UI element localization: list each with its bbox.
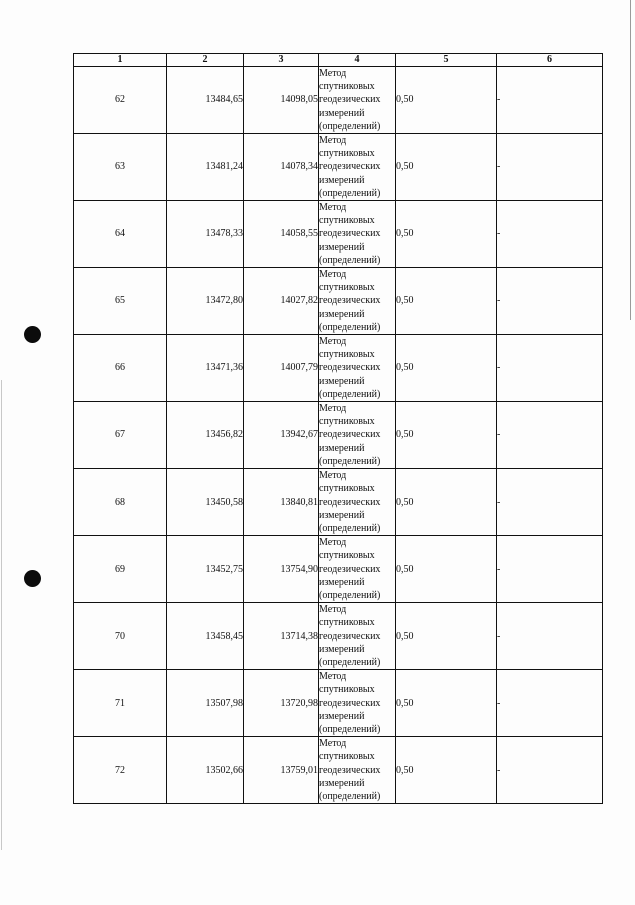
header-col-4: 4: [319, 54, 396, 67]
coordinates-table: [73, 53, 603, 804]
note-cell: -: [497, 268, 603, 335]
point-number-cell: 63: [74, 134, 167, 201]
y-coordinate-cell: 14027,82: [244, 268, 319, 335]
header-col-3: 3: [244, 54, 319, 67]
y-coordinate-cell: 13754,90: [244, 536, 319, 603]
point-number-cell: 70: [74, 603, 167, 670]
method-cell: Метод спутниковых геодезических измерений (определений): [319, 67, 396, 134]
method-cell: Метод спутниковых геодезических измерений (определений): [319, 134, 396, 201]
method-cell: Метод спутниковых геодезических измерений (определений): [319, 402, 396, 469]
point-number-cell: 66: [74, 335, 167, 402]
accuracy-cell: 0,50: [396, 134, 497, 201]
table-row: [74, 670, 603, 737]
table-row: [74, 335, 603, 402]
header-col-6: 6: [497, 54, 603, 67]
table-row: [74, 603, 603, 670]
accuracy-cell: 0,50: [396, 603, 497, 670]
x-coordinate-cell: 13471,36: [167, 335, 244, 402]
table-row: [74, 67, 603, 134]
point-number-cell: 64: [74, 201, 167, 268]
header-row: [74, 54, 603, 67]
accuracy-cell: 0,50: [396, 670, 497, 737]
x-coordinate-cell: 13456,82: [167, 402, 244, 469]
accuracy-cell: 0,50: [396, 201, 497, 268]
point-number-cell: 67: [74, 402, 167, 469]
accuracy-cell: 0,50: [396, 469, 497, 536]
method-cell: Метод спутниковых геодезических измерений (определений): [319, 268, 396, 335]
method-cell: Метод спутниковых геодезических измерений (определений): [319, 670, 396, 737]
point-number-cell: 65: [74, 268, 167, 335]
note-cell: -: [497, 737, 603, 804]
y-coordinate-cell: 13942,67: [244, 402, 319, 469]
note-cell: -: [497, 402, 603, 469]
point-number-cell: 72: [74, 737, 167, 804]
point-number-cell: 69: [74, 536, 167, 603]
note-cell: -: [497, 603, 603, 670]
method-cell: Метод спутниковых геодезических измерений (определений): [319, 603, 396, 670]
method-cell: Метод спутниковых геодезических измерений (определений): [319, 469, 396, 536]
x-coordinate-cell: 13472,80: [167, 268, 244, 335]
note-cell: -: [497, 134, 603, 201]
note-cell: -: [497, 201, 603, 268]
header-col-1: 1: [74, 54, 167, 67]
table-body: [74, 67, 603, 804]
note-cell: -: [497, 67, 603, 134]
method-cell: Метод спутниковых геодезических измерений (определений): [319, 536, 396, 603]
accuracy-cell: 0,50: [396, 402, 497, 469]
header-col-5: 5: [396, 54, 497, 67]
point-number-cell: 62: [74, 67, 167, 134]
x-coordinate-cell: 13502,66: [167, 737, 244, 804]
x-coordinate-cell: 13481,24: [167, 134, 244, 201]
y-coordinate-cell: 13759,01: [244, 737, 319, 804]
table-row: [74, 402, 603, 469]
y-coordinate-cell: 14098,05: [244, 67, 319, 134]
scan-edge-right: [630, 0, 631, 320]
note-cell: -: [497, 670, 603, 737]
y-coordinate-cell: 13720,98: [244, 670, 319, 737]
note-cell: -: [497, 536, 603, 603]
table-row: [74, 737, 603, 804]
y-coordinate-cell: 14058,55: [244, 201, 319, 268]
accuracy-cell: 0,50: [396, 536, 497, 603]
accuracy-cell: 0,50: [396, 737, 497, 804]
x-coordinate-cell: 13478,33: [167, 201, 244, 268]
punch-hole-top: [24, 326, 41, 343]
table-header: [74, 54, 603, 67]
y-coordinate-cell: 13840,81: [244, 469, 319, 536]
scan-edge-left: [1, 380, 2, 850]
table-row: [74, 469, 603, 536]
method-cell: Метод спутниковых геодезических измерений (определений): [319, 335, 396, 402]
x-coordinate-cell: 13452,75: [167, 536, 244, 603]
punch-hole-bottom: [24, 570, 41, 587]
method-cell: Метод спутниковых геодезических измерений (определений): [319, 737, 396, 804]
table-row: [74, 134, 603, 201]
point-number-cell: 68: [74, 469, 167, 536]
point-number-cell: 71: [74, 670, 167, 737]
x-coordinate-cell: 13450,58: [167, 469, 244, 536]
note-cell: -: [497, 335, 603, 402]
accuracy-cell: 0,50: [396, 335, 497, 402]
y-coordinate-cell: 14007,79: [244, 335, 319, 402]
y-coordinate-cell: 14078,34: [244, 134, 319, 201]
accuracy-cell: 0,50: [396, 67, 497, 134]
method-cell: Метод спутниковых геодезических измерений (определений): [319, 201, 396, 268]
accuracy-cell: 0,50: [396, 268, 497, 335]
x-coordinate-cell: 13484,65: [167, 67, 244, 134]
note-cell: -: [497, 469, 603, 536]
table-row: [74, 268, 603, 335]
table-row: [74, 536, 603, 603]
x-coordinate-cell: 13458,45: [167, 603, 244, 670]
table-row: [74, 201, 603, 268]
y-coordinate-cell: 13714,38: [244, 603, 319, 670]
x-coordinate-cell: 13507,98: [167, 670, 244, 737]
header-col-2: 2: [167, 54, 244, 67]
